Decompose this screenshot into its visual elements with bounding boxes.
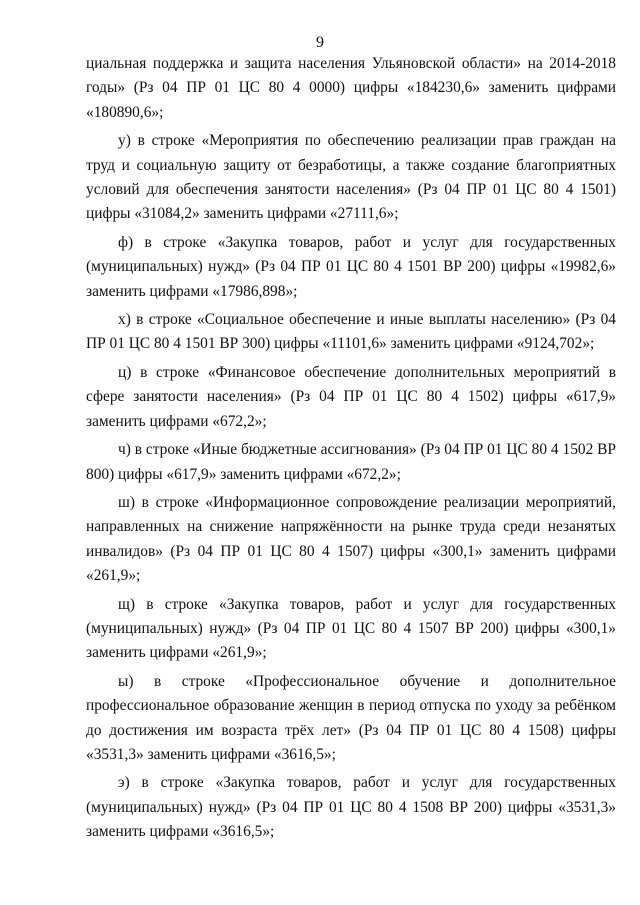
paragraph-item-ts: ц) в строке «Финансовое обеспечение дополнительных мероприятий в сфере занятости населения» (Рз 04 ПР 01 ЦС 80 4 1502) цифры «617,9» заменить цифрами «672,2»;	[86, 363, 616, 430]
paragraph-item-y: ы) в строке «Профессиональное обучение и дополнительное профессиональное образование женщин в период отпуска по уходу за ребёнком до достижения им возраста трёх лет» (Рз 04 ПР 01 ЦС 80 4 1508) цифры «3531,3» заменить цифрами «3616,5»;	[86, 672, 616, 763]
page-number: 9	[316, 34, 324, 51]
document-body	[86, 52, 616, 845]
paragraph-item-sh: ш) в строке «Информационное сопровождение реализации мероприятий, направленных на снижение напряжённости на рынке труда среди незанятых инвалидов» (Рз 04 ПР 01 ЦС 80 4 1507) цифры «300,1» заменить цифрами «261,9»;	[86, 493, 616, 585]
paragraph-item-e: э) в строке «Закупка товаров, работ и услуг для государственных (муниципальных) нужд» (Рз 04 ПР 01 ЦС 80 4 1508 ВР 200) цифры «3531,3» заменить цифрами «3616,5»;	[86, 774, 616, 841]
paragraph-item-ch: ч) в строке «Иные бюджетные ассигнования» (Рз 04 ПР 01 ЦС 80 4 1502 ВР 800) цифры «617,9» заменить цифрами «672,2»;	[86, 441, 616, 483]
paragraph-item-u: у) в строке «Мероприятия по обеспечению реализации прав граждан на труд и социальную защиту от безработицы, а также создание благоприятных условий для обеспечения занятости населения» (Рз 04 ПР 01 ЦС 80 4 1501) цифры «31084,2» заменить цифрами «27111,6»;	[86, 132, 616, 223]
paragraph-item-kh: х) в строке «Социальное обеспечение и иные выплаты населению» (Рз 04 ПР 01 ЦС 80 4 1501 ВР 300) цифры «11101,6» заменить цифрами «9124,702»;	[86, 311, 616, 353]
paragraph-continuation: циальная поддержка и защита населения Ульяновской области» на 2014-2018 годы» (Рз 04 ПР 01 ЦС 80 4 0000) цифры «184230,6» заменить цифрами «180890,6»;	[86, 55, 616, 121]
paragraph-item-shch: щ) в строке «Закупка товаров, работ и услуг для государственных (муниципальных) нужд» (Рз 04 ПР 01 ЦС 80 4 1507 ВР 200) цифры «300,1» заменить цифрами «261,9»;	[86, 595, 616, 662]
paragraph-item-f: ф) в строке «Закупка товаров, работ и услуг для государственных (муниципальных) нужд» (Рз 04 ПР 01 ЦС 80 4 1501 ВР 200) цифры «19982,6» заменить цифрами «17986,898»;	[86, 233, 616, 300]
